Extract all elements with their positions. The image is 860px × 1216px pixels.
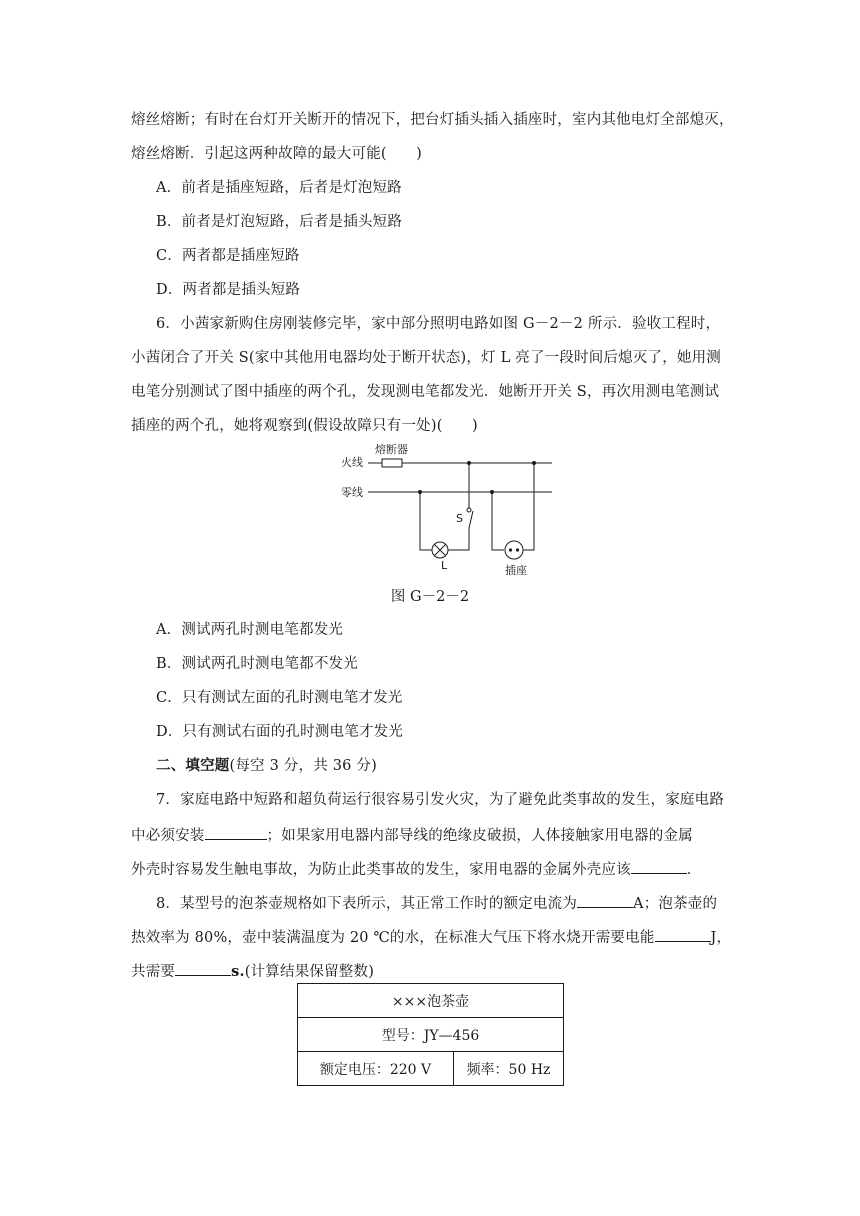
q6-option-d: D．只有测试右面的孔时测电笔才发光: [156, 724, 404, 740]
spec-model-cell: 型号：JY—456: [298, 1018, 564, 1052]
q8-text: 热效率为 80%，壶中装满温度为 20 ℃的水，在标准大气压下将水烧开需要电能: [131, 930, 655, 946]
table-row: [298, 1052, 564, 1086]
circuit-svg: [330, 436, 560, 586]
q8-text: J，: [710, 930, 732, 946]
q6-option-c: C．只有测试左面的孔时测电笔才发光: [156, 690, 403, 706]
q8-text: 共需要: [131, 964, 176, 980]
q6-option-a: A．测试两孔时测电笔都发光: [156, 622, 344, 638]
lamp-symbol: [432, 542, 448, 558]
socket-label: 插座: [505, 564, 527, 577]
circuit-diagram: [330, 436, 560, 586]
q6-line-2: 小茜闭合了开关 S(家中其他用电器均处于断开状态)，灯 L 亮了一段时间后熄灭了，她用测: [131, 350, 722, 366]
switch-label: S: [456, 512, 463, 525]
spec-voltage-cell: 额定电压：220 V: [298, 1052, 454, 1086]
socket-branch-wire: [492, 492, 504, 550]
lamp-return-wire: [448, 528, 469, 550]
answer-blank[interactable]: [577, 892, 633, 908]
q7-text: ．: [686, 862, 702, 878]
spec-table: [297, 983, 564, 1086]
fuse-label: 熔断器: [375, 443, 408, 456]
q8-line-3: [131, 960, 741, 982]
fuse-symbol: [382, 459, 402, 467]
socket-symbol: [505, 541, 523, 559]
q7-line-2: [131, 824, 741, 846]
q5-option-d: D．两者都是插头短路: [156, 282, 301, 298]
table-row: [298, 1018, 564, 1052]
answer-blank[interactable]: [631, 858, 687, 874]
table-row: [298, 984, 564, 1018]
q7-text: 中必须安装: [131, 828, 205, 844]
q6-line-4: 插座的两个孔，她将观察到(假设故障只有一处)( ): [131, 418, 478, 434]
section-title: 二、填空题: [156, 757, 230, 774]
answer-blank[interactable]: [655, 926, 711, 942]
switch-symbol: [467, 463, 473, 528]
q8-line-1: [156, 892, 766, 914]
lamp-branch-wire: [420, 492, 432, 550]
answer-blank[interactable]: [175, 960, 231, 976]
figure-caption: 图 G－2－2: [390, 589, 470, 605]
q6-line-3: 电笔分别测试了图中插座的两个孔，发现测电笔都发光．她断开开关 S，再次用测电笔测试: [131, 384, 720, 400]
section-heading: [156, 756, 766, 776]
neutral-wire-label: 零线: [341, 486, 363, 499]
section-note: (每空 3 分，共 36 分): [229, 758, 377, 774]
q5-line-2: 熔丝熔断．引起这两种故障的最大可能( ): [131, 146, 423, 162]
q7-text: 外壳时容易发生触电事故，为防止此类事故的发生，家用电器的金属外壳应该: [131, 862, 631, 878]
socket-return-wire: [523, 463, 534, 550]
lamp-label: L: [441, 559, 448, 572]
q8-text: (计算结果保留整数): [244, 964, 375, 980]
q7-line-1: 7．家庭电路中短路和超负荷运行很容易引发火灾，为了避免此类事故的发生，家庭电路: [156, 792, 725, 808]
q5-option-b: B．前者是灯泡短路，后者是插头短路: [156, 214, 403, 230]
answer-blank[interactable]: [205, 824, 267, 840]
spec-frequency-cell: 频率：50 Hz: [454, 1052, 564, 1086]
q8-text: A；泡茶壶的: [633, 896, 718, 912]
q5-line-1: 熔丝熔断；有时在台灯开关断开的情况下，把台灯插头插入插座时，室内其他电灯全部熄灭，: [131, 112, 734, 128]
q5-option-c: C．两者都是插座短路: [156, 248, 300, 264]
q8-text: 8．某型号的泡茶壶规格如下表所示，其正常工作时的额定电流为: [156, 896, 578, 912]
q8-line-2: [131, 926, 741, 948]
q7-text: ；如果家用电器内部导线的绝缘皮破损，人体接触家用电器的金属: [266, 828, 693, 844]
q6-option-b: B．测试两孔时测电笔都不发光: [156, 656, 358, 672]
q6-line-1: 6．小茜家新购住房刚装修完毕，家中部分照明电路如图 G－2－2 所示．验收工程时，: [156, 316, 721, 332]
q8-unit: s.: [231, 963, 245, 980]
q7-line-3: [131, 858, 741, 880]
q5-option-a: A．前者是插座短路，后者是灯泡短路: [156, 180, 402, 196]
spec-title-cell: ×××泡茶壶: [298, 984, 564, 1018]
live-wire-label: 火线: [341, 456, 363, 469]
